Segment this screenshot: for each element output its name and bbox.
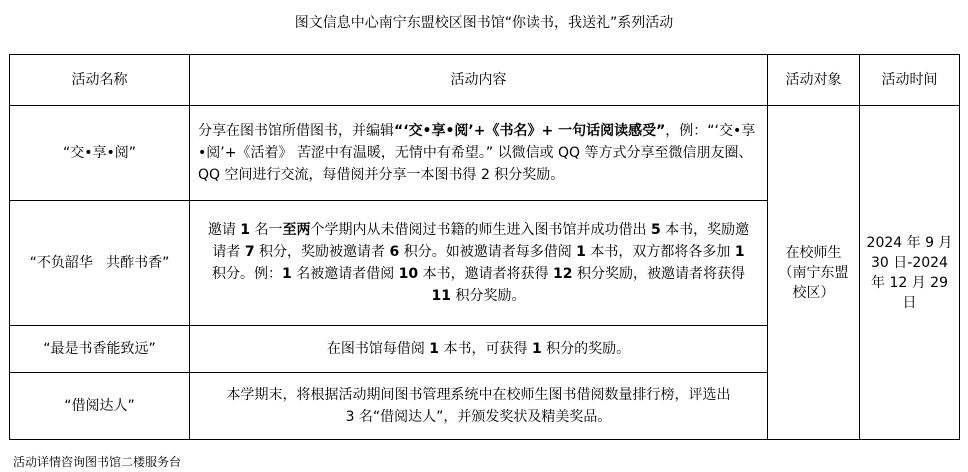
activity-name: “借阅达人” (10, 373, 190, 440)
column-header-content: 活动内容 (190, 55, 768, 106)
content-text: 本书，双方都将各多加 (585, 244, 735, 260)
activity-table (9, 54, 960, 440)
content-text: 1 (429, 341, 440, 357)
footnote: 活动详情咨询图书馆二楼服务台 (13, 455, 182, 469)
activity-time (860, 106, 960, 440)
content-text: 在图书馆每借阅 (326, 341, 430, 357)
content-text: 1 (734, 244, 745, 260)
content-text: 积分，奖励被邀请者 (254, 244, 390, 260)
content-text: ，例：“‘交•享•阅’+《活着》 苦涩中有温暖，无情中有希望。” 以微信或 QQ 等方式分享至微信朋友圈、QQ 空间进行交流，每借阅并分享一本图书得 2 积分奖励。 (198, 123, 756, 183)
content-text: 12 (553, 266, 573, 282)
content-text: 至两 (282, 222, 311, 238)
content-text: 积分奖励，被邀请者将获得 (572, 266, 745, 282)
activity-target (768, 106, 860, 440)
activity-name: “交•享•阅” (10, 106, 190, 201)
content-text: 本书，可获得 (439, 341, 532, 357)
content-text: 1 (240, 222, 251, 238)
content-text: 分享在图书馆所借图书，并编辑 (198, 123, 394, 139)
content-text: 11 (431, 288, 452, 304)
content-text: “‘交•享•阅’+《书名》+ 一句话阅读感受” (394, 123, 666, 139)
content-text: 1 (282, 266, 292, 282)
column-header-target: 活动对象 (768, 55, 860, 106)
content-text: 本书，奖励邀请者 (212, 222, 750, 260)
table-row (10, 106, 960, 201)
page-title: 图文信息中心南宁东盟校区图书馆“你读书，我送礼”系列活动 (294, 15, 674, 31)
content-text: 本学期末，将根据活动期间图书管理系统中在校师生图书借阅数量排行榜，评选出 3 名“借阅达人”，并颁发奖状及精美奖品。 (226, 387, 731, 425)
content-text: 10 (398, 266, 419, 282)
content-text: 7 (244, 244, 255, 260)
column-header-time: 活动时间 (860, 55, 960, 106)
content-text: 邀请 (207, 222, 241, 238)
activity-target-text: 在校师生（南宁东盟校区） (778, 244, 849, 301)
content-text: 个学期内从未借阅过书籍的师生进入图书馆并成功借出 (310, 222, 651, 238)
content-text: 6 (389, 244, 400, 260)
activity-content (190, 326, 768, 373)
activity-content (190, 106, 768, 201)
content-text: 积分的奖励。 (541, 341, 631, 357)
content-text: 5 (650, 222, 661, 238)
content-text: 名被邀请者借阅 (291, 266, 399, 282)
activity-time-text: 2024 年 9 月 30 日-2024 年 12 月 29 日 (866, 234, 953, 311)
content-text: 1 (576, 244, 586, 260)
activity-name: “最是书香能致远” (10, 326, 190, 373)
content-text: 名一 (250, 222, 283, 238)
content-text: 积分。例： (212, 266, 282, 282)
content-text: 积分。如被邀请者每多借阅 (399, 244, 577, 260)
activity-name: “不负韶华 共酢书香” (10, 201, 190, 326)
content-text: 积分奖励。 (451, 288, 526, 304)
activity-content (190, 373, 768, 440)
content-text: 本书，邀请者将获得 (418, 266, 554, 282)
column-header-name: 活动名称 (10, 55, 190, 106)
activity-content (190, 201, 768, 326)
table-header-row (10, 55, 960, 106)
content-text: 1 (531, 341, 542, 357)
